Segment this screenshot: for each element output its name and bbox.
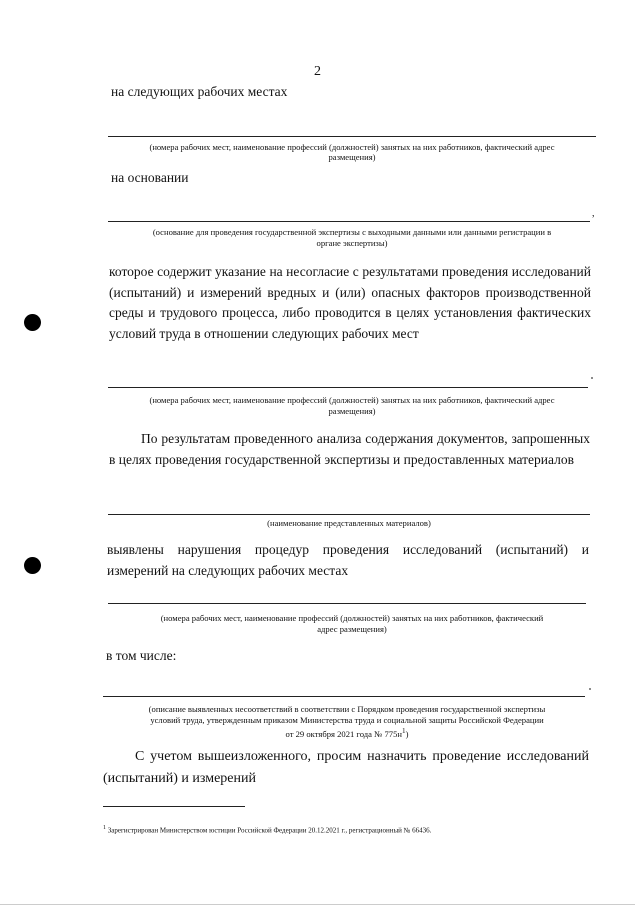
- footnote-separator: [103, 806, 245, 807]
- nonconformity-caption-2: условий труда, утвержденным приказом Министерства труда и социальной защиты Российской Федерации: [150, 715, 544, 725]
- workplaces-caption-2-1: (номера рабочих мест, наименование профессий (должностей) занятых на них работников, фактический адрес: [149, 395, 555, 405]
- footnote-ref: 1: [401, 727, 406, 735]
- request-paragraph: С учетом вышеизложенного, просим назначить проведение исследований (испытаний) и измерений: [103, 749, 589, 786]
- analysis-paragraph: По результатам проведенного анализа содержания документов, запрошенных в целях проведения государственной экспертизы и предоставленных материалов: [109, 431, 590, 467]
- basis-caption-2: органе экспертизы): [316, 238, 388, 248]
- punch-hole-top: [24, 314, 41, 331]
- violations-paragraph: выявлены нарушения процедур проведения исследований (испытаний) и измерений на следующих рабочих местах: [107, 542, 589, 578]
- nonconformity-caption-1: (описание выявленных несоответствий в соответствии с Порядком проведения государственной экспертизы: [148, 704, 546, 714]
- including-fill-line: [103, 696, 585, 697]
- materials-fill-line: [108, 514, 590, 515]
- basis-caption-1: (основание для проведения государственной экспертизы с выходными данными или данными регистрации в: [152, 227, 552, 237]
- footnote: $^1$ Зарегистрирован Министерством юстиции Российской Федерации 20.12.2021 г., регистрационный № 66436.: [103, 825, 432, 835]
- basis-label: на основании: [111, 170, 189, 185]
- workplaces-caption-2-2: размещения): [328, 406, 376, 416]
- basis-comma: ,: [592, 208, 595, 219]
- page-number: 2: [314, 64, 321, 79]
- nonconformity-caption-3: от 29 октября 2021 года № $775н^1$): [285, 727, 409, 739]
- violations-fill-line: [108, 603, 586, 604]
- workplaces-label: на следующих рабочих местах: [111, 84, 288, 99]
- scan-speck: [591, 377, 593, 379]
- workplaces-fill-line: [108, 136, 596, 137]
- basis-fill-line: [108, 221, 590, 222]
- workplaces-fill-line-2: [108, 387, 588, 388]
- scan-speck-2: [589, 688, 591, 690]
- workplaces-caption-2: размещения): [328, 152, 376, 162]
- violations-caption-2: адрес размещения): [317, 624, 387, 634]
- workplaces-caption-1: (номера рабочих мест, наименование профессий (должностей) занятых на них работников, фактический адрес: [149, 142, 555, 152]
- materials-caption: (наименование представленных материалов): [267, 518, 431, 528]
- punch-hole-bottom: [24, 557, 41, 574]
- disagreement-paragraph: которое содержит указание на несогласие с результатами проведения исследований (испытаний) и измерений вредных и (или) опасных факторов производственной среды и трудового процесса, либо проводится в целях установления фактических условий труда в отношении следующих рабочих мест: [109, 264, 591, 341]
- including-label: в том числе:: [106, 648, 177, 663]
- violations-caption-1: (номера рабочих мест, наименование профессий (должностей) занятых на них работников, фактический: [160, 613, 544, 623]
